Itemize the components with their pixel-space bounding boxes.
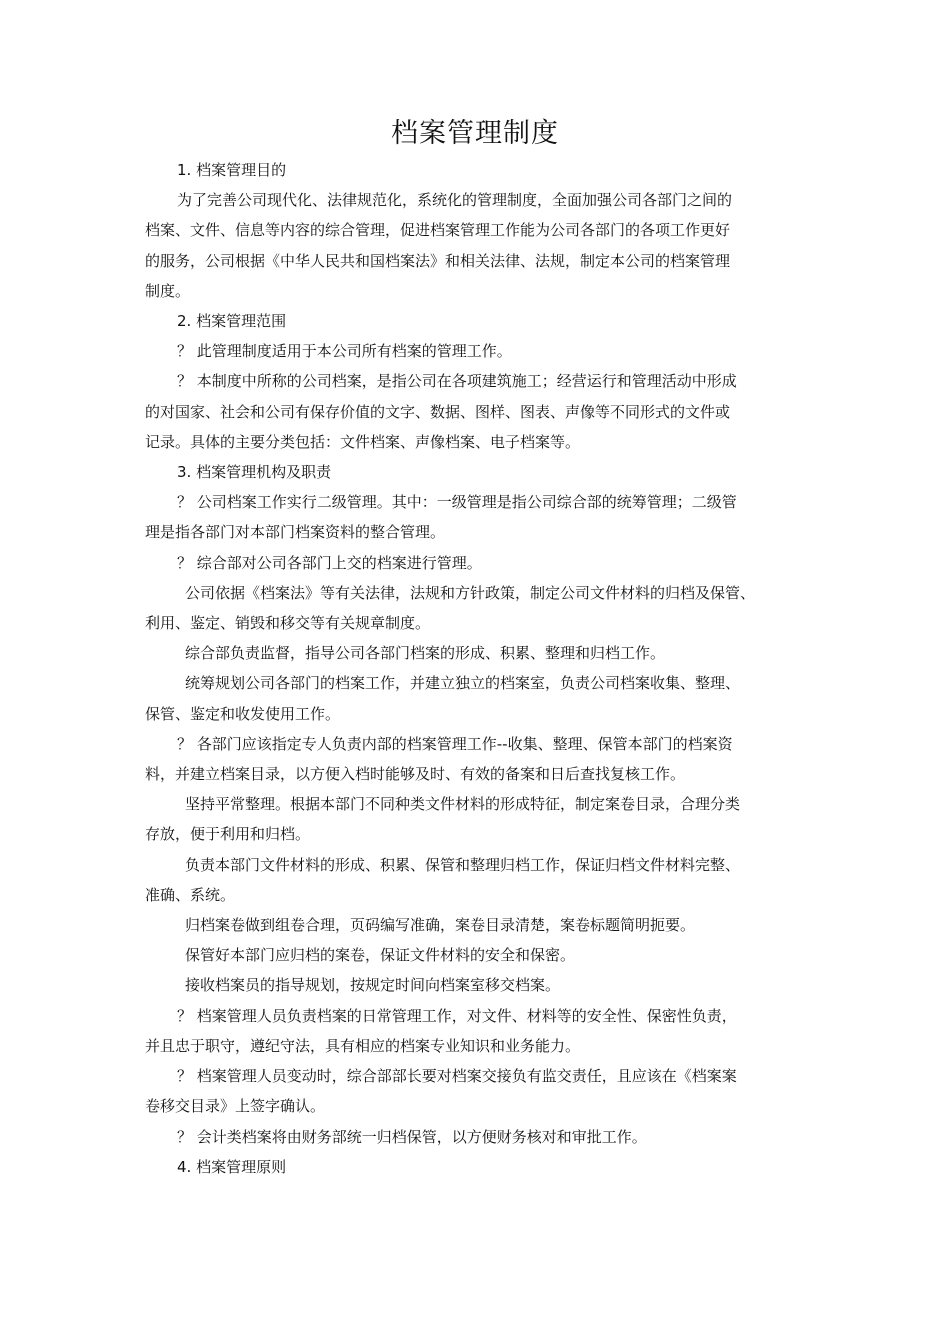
- text-line: 保管好本部门应归档的案卷，保证文件材料的安全和保密。: [185, 946, 576, 965]
- text-line: 负责本部门文件材料的形成、积累、保管和整理归档工作，保证归档文件材料完整、: [185, 855, 741, 874]
- text-line: 准确、系统。: [145, 885, 236, 904]
- text-line: ？ 各部门应该指定专人负责内部的档案管理工作--收集、整理、保管本部门的档案资: [177, 734, 733, 753]
- text-line: ？ 档案管理人员变动时，综合部部长要对档案交接负有监交责任，且应该在《档案案: [177, 1067, 737, 1086]
- text-line: 料，并建立档案目录，以方便入档时能够及时、有效的备案和日后查找复核工作。: [145, 765, 686, 784]
- text-line: ？ 会计类档案将由财务部统一归档保管，以方便财务核对和审批工作。: [177, 1127, 647, 1146]
- text-line: 的对国家、社会和公司有保存价值的文字、数据、图样、图表、声像等不同形式的文件或: [145, 402, 731, 421]
- text-line: 接收档案员的指导规划，按规定时间向档案室移交档案。: [185, 976, 561, 995]
- text-line: 坚持平常整理。根据本部门不同种类文件材料的形成特征，制定案卷目录，合理分类: [185, 795, 741, 814]
- text-line: 存放，便于利用和归档。: [145, 825, 311, 844]
- text-line: 并且忠于职守，遵纪守法，具有相应的档案专业知识和业务能力。: [145, 1036, 581, 1055]
- text-line: 归档案卷做到组卷合理，页码编写准确，案卷目录清楚，案卷标题简明扼要。: [185, 916, 696, 935]
- document-title: 档案管理制度: [391, 118, 559, 149]
- text-line: 记录。具体的主要分类包括：文件档案、声像档案、电子档案等。: [145, 432, 581, 451]
- text-line: 档案、文件、信息等内容的综合管理，促进档案管理工作能为公司各部门的各项工作更好: [145, 221, 731, 240]
- text-line: 制度。: [145, 281, 191, 300]
- section-heading: 3. 档案管理机构及职责: [177, 463, 332, 482]
- text-line: 理是指各部门对本部门档案资料的整合管理。: [145, 523, 446, 542]
- text-line: 保管、鉴定和收发使用工作。: [145, 704, 341, 723]
- section-heading: 2. 档案管理范围: [177, 312, 287, 331]
- text-line: ？ 档案管理人员负责档案的日常管理工作，对文件、材料等的安全性、保密性负责，: [177, 1006, 737, 1025]
- text-line: 综合部负责监督，指导公司各部门档案的形成、积累、整理和归档工作。: [185, 644, 666, 663]
- text-line: 卷移交目录》上签字确认。: [145, 1097, 326, 1116]
- text-line: 为了完善公司现代化、法律规范化，系统化的管理制度，全面加强公司各部门之间的: [177, 191, 733, 210]
- text-line: ？ 公司档案工作实行二级管理。其中：一级管理是指公司综合部的统筹管理；二级管: [177, 493, 737, 512]
- section-heading: 4. 档案管理原则: [177, 1157, 287, 1176]
- text-line: 的服务，公司根据《中华人民共和国档案法》和相关法律、法规，制定本公司的档案管理: [145, 251, 731, 270]
- text-line: ？ 此管理制度适用于本公司所有档案的管理工作。: [177, 342, 512, 361]
- text-line: 统筹规划公司各部门的档案工作，并建立独立的档案室，负责公司档案收集、整理、: [185, 674, 741, 693]
- document-body: [145, 155, 810, 1182]
- section-heading: 1. 档案管理目的: [177, 161, 287, 179]
- text-line: ？ 本制度中所称的公司档案，是指公司在各项建筑施工；经营运行和管理活动中形成: [177, 372, 737, 391]
- text-line: ？ 综合部对公司各部门上交的档案进行管理。: [177, 553, 482, 572]
- text-line: 公司依据《档案法》等有关法律，法规和方针政策，制定公司文件材料的归档及保管、: [185, 583, 756, 602]
- text-line: 利用、鉴定、销毁和移交等有关规章制度。: [145, 614, 431, 633]
